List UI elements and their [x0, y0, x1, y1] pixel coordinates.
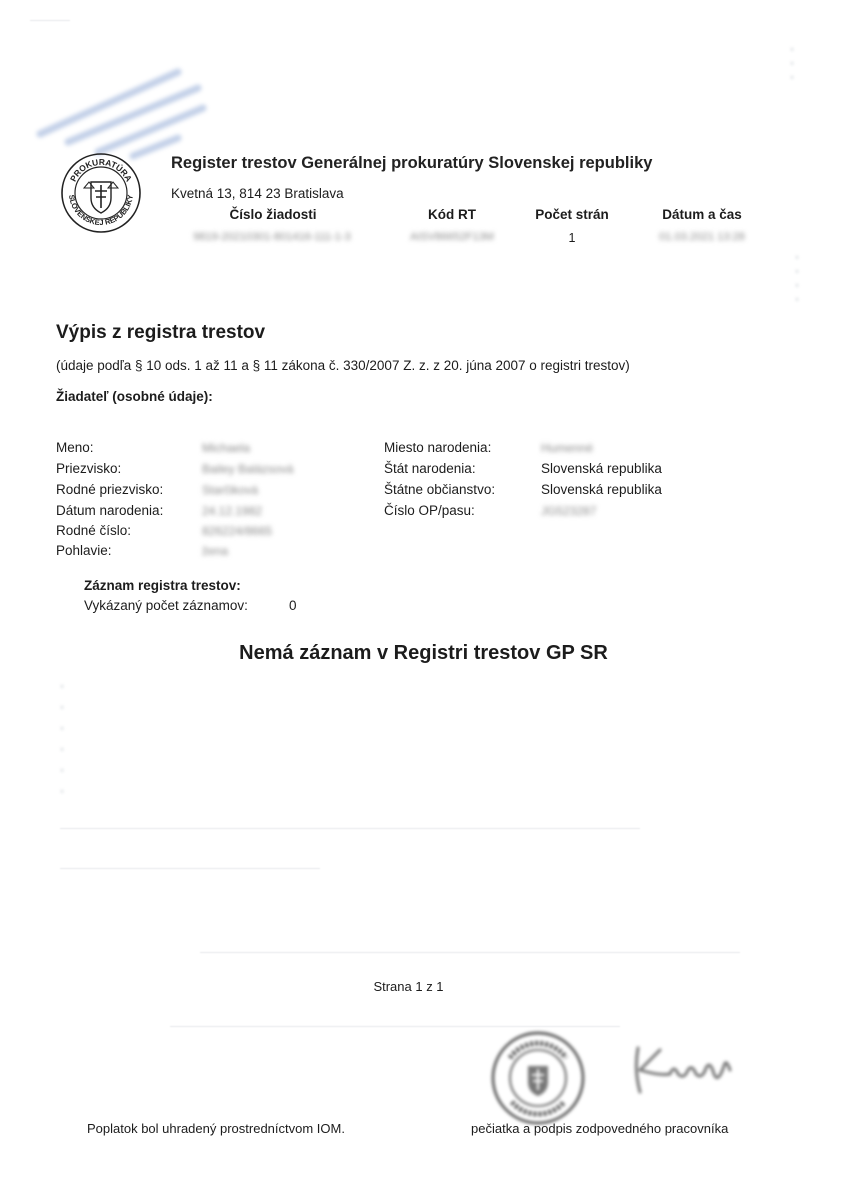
birth-state-value: Slovenská republika: [541, 461, 662, 476]
request-number-value: 9819-20210301-801416-111-1-3: [193, 231, 351, 243]
scan-artifact: ▫ ▫ ▫: [790, 42, 795, 84]
scan-artifact: [60, 868, 320, 869]
scan-artifact: [60, 828, 640, 829]
scan-artifact: [200, 952, 740, 953]
registry-title: Register trestov Generálnej prokuratúry Slovenskej republiky: [171, 154, 653, 172]
sex-label: Pohlavie:: [56, 543, 112, 558]
birth-date-value: 24.12.1982: [202, 504, 263, 518]
code-label: Kód RT: [428, 207, 476, 222]
registry-address: Kvetná 13, 814 23 Bratislava: [171, 186, 344, 201]
id-number-label: Číslo OP/pasu:: [384, 503, 475, 518]
page-number: Strana 1 z 1: [373, 979, 444, 994]
record-count-label: Vykázaný počet záznamov:: [84, 598, 248, 613]
official-stamp-icon: [490, 1030, 586, 1126]
birth-state-label: Štát narodenia:: [384, 461, 476, 476]
signature: [626, 1040, 738, 1100]
no-record-statement: Nemá záznam v Registri trestov GP SR: [239, 642, 608, 664]
birth-place-value: Humenné: [541, 441, 594, 455]
page-count-label: Počet strán: [535, 207, 609, 222]
birth-number-value: 826224/8665: [202, 524, 273, 538]
page-count-value: 1: [568, 231, 576, 245]
postal-stamp: [28, 52, 228, 162]
id-number-value: JG523287: [541, 504, 597, 518]
name-label: Meno:: [56, 440, 94, 455]
record-count-value: 0: [289, 598, 297, 613]
scan-artifact: ▫ ▫ ▫ ▫: [795, 250, 800, 306]
surname-label: Priezvisko:: [56, 461, 122, 476]
svg-text:PROKURATÚRA: PROKURATÚRA: [67, 156, 135, 184]
legal-basis: (údaje podľa § 10 ods. 1 až 11 a § 11 zákona č. 330/2007 Z. z. z 20. júna 2007 o registri trestov): [56, 358, 630, 373]
birth-number-label: Rodné číslo:: [56, 523, 132, 538]
svg-text:SLOVENSKEJ REPUBLIKY: SLOVENSKEJ REPUBLIKY: [66, 194, 136, 228]
applicant-heading: Žiadateľ (osobné údaje):: [56, 389, 213, 404]
surname-value: Bailey Balázsová: [202, 462, 294, 476]
birth-date-label: Dátum narodenia:: [56, 503, 164, 518]
scan-artifact: [30, 20, 70, 21]
birth-surname-label: Rodné priezvisko:: [56, 482, 164, 497]
citizenship-value: Slovenská republika: [541, 482, 662, 497]
birth-surname-value: Starčiková: [202, 483, 259, 497]
datetime-value: 01.03.2021 13:28: [659, 231, 745, 243]
name-value: Michaela: [202, 441, 251, 455]
request-number-label: Číslo žiadosti: [229, 207, 317, 222]
citizenship-label: Štátne občianstvo:: [384, 482, 496, 497]
prosecutor-emblem-icon: [60, 152, 142, 234]
scan-artifact: ▫ ▫ ▫ ▫ ▫ ▫: [60, 679, 65, 798]
birth-place-label: Miesto narodenia:: [384, 440, 492, 455]
signature-note: pečiatka a podpis zodpovedného pracovníka: [471, 1121, 729, 1136]
document-title: Výpis z registra trestov: [56, 322, 266, 343]
code-value: AISV86652F13M: [410, 231, 494, 243]
sex-value: žena: [202, 544, 229, 558]
scan-artifact: [170, 1026, 620, 1027]
record-heading: Záznam registra trestov:: [84, 578, 241, 593]
datetime-label: Dátum a čas: [662, 207, 742, 222]
fee-note: Poplatok bol uhradený prostredníctvom IOM.: [87, 1121, 345, 1136]
